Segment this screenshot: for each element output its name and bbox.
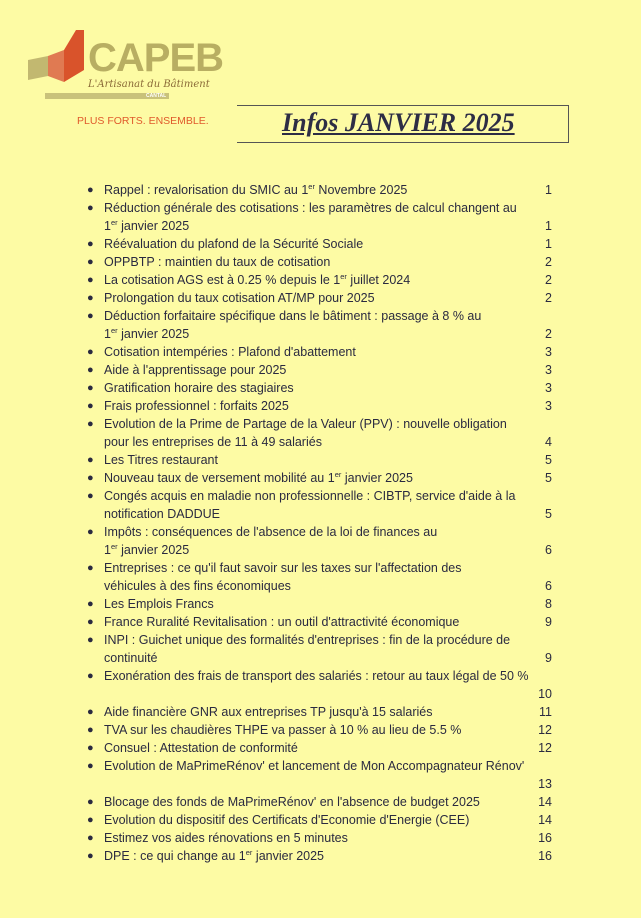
bullet-icon: ● <box>87 472 94 484</box>
toc-text: janvier 2025 <box>117 327 190 341</box>
bullet-icon: ● <box>87 598 94 610</box>
superscript: er <box>308 181 315 191</box>
toc-page-number: 2 <box>545 255 552 269</box>
toc-item <box>80 829 560 847</box>
toc-text: Estimez vos aides rénovations en 5 minutes <box>104 831 348 845</box>
toc-text: continuité <box>104 651 158 665</box>
toc-page-number: 12 <box>538 741 552 755</box>
toc-page-number: 10 <box>538 687 552 701</box>
toc-page-number: 11 <box>539 705 552 719</box>
toc-text: pour les entreprises de 11 à 49 salariés <box>104 435 322 449</box>
slogan: PLUS FORTS. ENSEMBLE. <box>77 115 209 127</box>
toc-text: Evolution de la Prime de Partage de la Valeur (PPV) : nouvelle obligation <box>104 417 507 431</box>
table-of-contents <box>80 181 560 865</box>
toc-text: Réévaluation du plafond de la Sécurité Sociale <box>104 237 364 251</box>
toc-item <box>80 631 560 667</box>
toc-page-number: 6 <box>545 579 552 593</box>
toc-text: Blocage des fonds de MaPrimeRénov' en l'absence de budget 2025 <box>104 795 480 809</box>
bullet-icon: ● <box>87 184 94 196</box>
toc-item <box>80 793 560 811</box>
toc-item <box>80 847 560 865</box>
toc-text: Exonération des frais de transport des salariés : retour au taux légal de 50 % <box>104 669 529 683</box>
toc-page-number: 14 <box>538 795 552 809</box>
toc-item <box>80 523 560 559</box>
toc-text: Nouveau taux de versement mobilité au 1 <box>104 471 335 485</box>
toc-item <box>80 199 560 235</box>
toc-item <box>80 487 560 523</box>
superscript: er <box>110 325 118 335</box>
toc-line <box>80 199 560 217</box>
toc-text: Consuel : Attestation de conformité <box>104 741 298 755</box>
bullet-icon: ● <box>87 742 94 754</box>
bullet-icon: ● <box>87 400 94 412</box>
bullet-icon: ● <box>87 238 94 250</box>
toc-item <box>80 595 560 613</box>
toc-page-number: 9 <box>545 651 552 665</box>
toc-text: janvier 2025 <box>341 471 413 485</box>
toc-line <box>80 703 560 721</box>
toc-line <box>80 361 560 379</box>
bullet-icon: ● <box>87 724 94 736</box>
superscript: er <box>340 271 347 281</box>
bullet-icon: ● <box>87 256 94 268</box>
toc-line <box>80 379 560 397</box>
toc-text: Déduction forfaitaire spécifique dans le bâtiment : passage à 8 % au <box>104 309 482 323</box>
bullet-icon: ● <box>87 454 94 466</box>
toc-page-number: 5 <box>545 471 552 485</box>
toc-text: janvier 2025 <box>117 543 190 557</box>
toc-text: Les Titres restaurant <box>104 453 218 467</box>
toc-item <box>80 415 560 451</box>
toc-line <box>80 325 560 343</box>
bullet-icon: ● <box>87 706 94 718</box>
toc-text: 1 <box>104 327 111 341</box>
bullet-icon: ● <box>87 634 94 646</box>
toc-text: La cotisation AGS est à 0.25 % depuis le 1 <box>104 273 341 287</box>
toc-page-number: 16 <box>538 849 552 863</box>
bullet-icon: ● <box>87 346 94 358</box>
toc-line <box>80 271 560 289</box>
toc-text: Cotisation intempéries : Plafond d'abattement <box>104 345 356 359</box>
bullet-icon: ● <box>87 562 94 574</box>
toc-text: Novembre 2025 <box>314 183 408 197</box>
toc-line <box>80 649 560 667</box>
toc-line <box>80 757 560 775</box>
toc-line <box>80 631 560 649</box>
toc-page-number: 13 <box>538 777 552 791</box>
toc-text: DPE : ce qui change au 1 <box>104 849 246 863</box>
toc-item <box>80 343 560 361</box>
toc-page-number: 14 <box>538 813 552 827</box>
bullet-icon: ● <box>87 670 94 682</box>
toc-page-number: 1 <box>545 183 552 197</box>
toc-page-number: 2 <box>545 273 552 287</box>
toc-line <box>80 523 560 541</box>
toc-page-number: 9 <box>545 615 552 629</box>
toc-text: Gratification horaire des stagiaires <box>104 381 294 395</box>
toc-text: Entreprises : ce qu'il faut savoir sur les taxes sur l'affectation des <box>104 561 462 575</box>
toc-text: INPI : Guichet unique des formalités d'entreprises : fin de la procédure de <box>104 633 511 647</box>
toc-line <box>80 181 560 199</box>
toc-item <box>80 181 560 199</box>
toc-line <box>80 685 560 703</box>
toc-text: véhicules à des fins économiques <box>104 579 291 593</box>
page-title: Infos JANVIER 2025 <box>282 108 515 137</box>
bullet-icon: ● <box>87 310 94 322</box>
toc-text: Frais professionnel : forfaits 2025 <box>104 399 289 413</box>
toc-text: Réduction générale des cotisations : les paramètres de calcul changent au <box>104 201 517 215</box>
toc-text: janvier 2025 <box>117 219 190 233</box>
toc-line <box>80 739 560 757</box>
bullet-icon: ● <box>87 274 94 286</box>
brand-tagline: L'Artisanat du Bâtiment <box>88 79 210 90</box>
toc-line <box>80 289 560 307</box>
bullet-icon: ● <box>87 382 94 394</box>
brand-region: CANTAL <box>146 93 167 99</box>
toc-line <box>80 433 560 451</box>
toc-text: 1 <box>104 543 111 557</box>
toc-text: Prolongation du taux cotisation AT/MP pour 2025 <box>104 291 375 305</box>
bullet-icon: ● <box>87 292 94 304</box>
bullet-icon: ● <box>87 832 94 844</box>
bullet-icon: ● <box>87 418 94 430</box>
toc-line <box>80 235 560 253</box>
toc-page-number: 3 <box>545 363 552 377</box>
capeb-logo-icon <box>28 30 88 90</box>
toc-item <box>80 667 560 703</box>
superscript: er <box>110 217 118 227</box>
toc-text: OPPBTP : maintien du taux de cotisation <box>104 255 331 269</box>
toc-item <box>80 811 560 829</box>
toc-item <box>80 757 560 793</box>
toc-page-number: 2 <box>545 327 552 341</box>
toc-line <box>80 541 560 559</box>
toc-text: juillet 2024 <box>346 273 411 287</box>
toc-item <box>80 451 560 469</box>
toc-item <box>80 379 560 397</box>
toc-text: Impôts : conséquences de l'absence de la loi de finances au <box>104 525 438 539</box>
toc-text: janvier 2025 <box>252 849 325 863</box>
toc-item <box>80 559 560 595</box>
toc-line <box>80 577 560 595</box>
toc-line <box>80 721 560 739</box>
toc-page-number: 5 <box>545 507 552 521</box>
toc-line <box>80 847 560 865</box>
toc-text: Rappel : revalorisation du SMIC au 1 <box>104 183 309 197</box>
bullet-icon: ● <box>87 202 94 214</box>
toc-line <box>80 811 560 829</box>
toc-page-number: 3 <box>545 399 552 413</box>
toc-page-number: 1 <box>545 219 552 233</box>
toc-text: TVA sur les chaudières THPE va passer à 10 % au lieu de 5.5 % <box>104 723 462 737</box>
bullet-icon: ● <box>87 760 94 772</box>
toc-text: Aide à l'apprentissage pour 2025 <box>104 363 287 377</box>
toc-line <box>80 559 560 577</box>
superscript: er <box>245 847 253 857</box>
bullet-icon: ● <box>87 526 94 538</box>
toc-line <box>80 775 560 793</box>
toc-text: Les Emplois Francs <box>104 597 214 611</box>
bullet-icon: ● <box>87 796 94 808</box>
toc-page-number: 6 <box>545 543 552 557</box>
bullet-icon: ● <box>87 364 94 376</box>
toc-text: notification DADDUE <box>104 507 221 521</box>
toc-item <box>80 307 560 343</box>
toc-item <box>80 235 560 253</box>
toc-item <box>80 289 560 307</box>
toc-page-number: 12 <box>538 723 552 737</box>
toc-item <box>80 361 560 379</box>
toc-item <box>80 469 560 487</box>
toc-line <box>80 343 560 361</box>
toc-line <box>80 451 560 469</box>
bullet-icon: ● <box>87 490 94 502</box>
toc-text: Evolution du dispositif des Certificats d'Economie d'Energie (CEE) <box>104 813 470 827</box>
toc-line <box>80 469 560 487</box>
toc-page-number: 2 <box>545 291 552 305</box>
toc-item <box>80 703 560 721</box>
toc-text: 1 <box>104 219 111 233</box>
toc-item <box>80 613 560 631</box>
toc-item <box>80 721 560 739</box>
toc-line <box>80 397 560 415</box>
superscript: er <box>334 469 342 479</box>
toc-page-number: 16 <box>538 831 552 845</box>
toc-item <box>80 271 560 289</box>
toc-line <box>80 595 560 613</box>
superscript: er <box>110 541 118 551</box>
toc-line <box>80 505 560 523</box>
toc-page-number: 1 <box>545 237 552 251</box>
toc-text: Evolution de MaPrimeRénov' et lancement de Mon Accompagnateur Rénov' <box>104 759 525 773</box>
toc-text: France Ruralité Revitalisation : un outil d'attractivité économique <box>104 615 460 629</box>
toc-page-number: 4 <box>545 435 552 449</box>
toc-line <box>80 253 560 271</box>
toc-item <box>80 253 560 271</box>
toc-line <box>80 487 560 505</box>
toc-text: Congés acquis en maladie non professionnelle : CIBTP, service d'aide à la <box>104 489 516 503</box>
toc-page-number: 3 <box>545 381 552 395</box>
bullet-icon: ● <box>87 616 94 628</box>
bullet-icon: ● <box>87 850 94 862</box>
toc-page-number: 5 <box>545 453 552 467</box>
toc-line <box>80 829 560 847</box>
toc-item <box>80 739 560 757</box>
brand-name: CAPEB <box>88 36 224 80</box>
toc-line <box>80 415 560 433</box>
toc-line <box>80 613 560 631</box>
toc-line <box>80 793 560 811</box>
toc-line <box>80 307 560 325</box>
bullet-icon: ● <box>87 814 94 826</box>
toc-text: Aide financière GNR aux entreprises TP jusqu'à 15 salariés <box>104 705 433 719</box>
toc-line <box>80 217 560 235</box>
toc-page-number: 8 <box>545 597 552 611</box>
toc-item <box>80 397 560 415</box>
toc-line <box>80 667 560 685</box>
toc-page-number: 3 <box>545 345 552 359</box>
